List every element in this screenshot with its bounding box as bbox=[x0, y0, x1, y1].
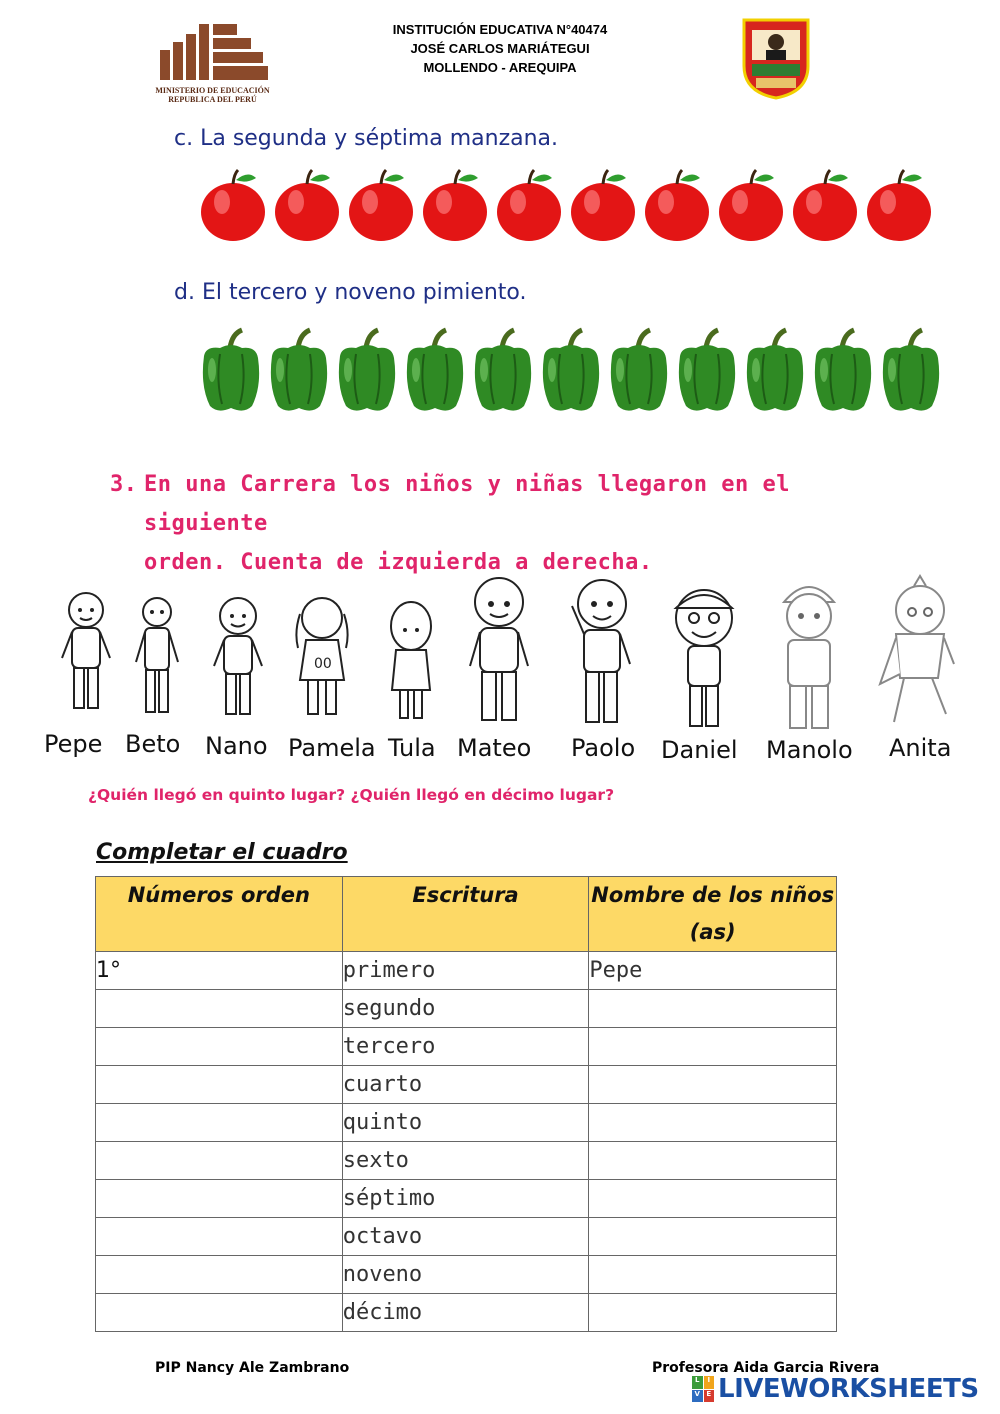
girl-drawing-icon bbox=[288, 592, 356, 722]
boy-waving-drawing-icon bbox=[566, 576, 634, 728]
green-pepper-icon bbox=[198, 326, 264, 416]
green-pepper-icon bbox=[402, 326, 468, 416]
name-cell[interactable] bbox=[589, 1180, 837, 1218]
institution-header bbox=[330, 20, 670, 77]
writing-cell: décimo bbox=[342, 1294, 589, 1332]
svg-text:00: 00 bbox=[314, 656, 332, 672]
table-row bbox=[96, 1028, 837, 1066]
child-drawing-icon bbox=[132, 594, 182, 718]
school-name: JOSÉ CARLOS MARIÁTEGUI bbox=[410, 41, 590, 56]
footer-author: PIP Nancy Ale Zambrano bbox=[155, 1360, 350, 1376]
number-cell[interactable] bbox=[96, 1256, 343, 1294]
child-drawing-icon bbox=[210, 596, 266, 720]
liveworksheets-brand[interactable] bbox=[692, 1374, 979, 1404]
name-cell[interactable]: Pepe bbox=[589, 952, 837, 990]
number-cell[interactable] bbox=[96, 1180, 343, 1218]
question-number: 3. bbox=[110, 472, 138, 497]
header-writing: Escritura bbox=[342, 877, 589, 952]
writing-cell: tercero bbox=[342, 1028, 589, 1066]
boy-drawing-icon bbox=[466, 574, 532, 726]
writing-cell: primero bbox=[342, 952, 589, 990]
green-pepper-icon bbox=[742, 326, 808, 416]
question-3 bbox=[110, 465, 910, 582]
number-cell[interactable] bbox=[96, 1218, 343, 1256]
table-row bbox=[96, 1180, 837, 1218]
apple-icon bbox=[790, 168, 860, 242]
name-cell[interactable] bbox=[589, 1294, 837, 1332]
name-cell[interactable] bbox=[589, 990, 837, 1028]
writing-cell: sexto bbox=[342, 1142, 589, 1180]
girl-drawing-icon bbox=[386, 600, 436, 720]
sub-question: ¿Quién llegó en quinto lugar? ¿Quién llegó en décimo lugar? bbox=[88, 786, 615, 804]
writing-cell: segundo bbox=[342, 990, 589, 1028]
apple-icon bbox=[568, 168, 638, 242]
green-pepper-icon bbox=[470, 326, 536, 416]
child-drawing-icon bbox=[60, 588, 112, 716]
kid-name-8: Daniel bbox=[661, 736, 738, 764]
kid-name-7: Paolo bbox=[571, 734, 636, 762]
table-title: Completar el cuadro bbox=[96, 840, 348, 865]
liveworksheets-icon: L I V E bbox=[692, 1376, 714, 1402]
green-pepper-icon bbox=[810, 326, 876, 416]
boy-helmet-drawing-icon bbox=[770, 572, 848, 732]
question-line2: orden. Cuenta de izquierda a derecha. bbox=[144, 550, 653, 575]
name-cell[interactable] bbox=[589, 1066, 837, 1104]
table-row bbox=[96, 1142, 837, 1180]
table-row bbox=[96, 990, 837, 1028]
pepper-row bbox=[198, 326, 944, 416]
table-row bbox=[96, 1294, 837, 1332]
apple-row bbox=[198, 168, 934, 242]
number-cell[interactable] bbox=[96, 1066, 343, 1104]
kid-name-2: Beto bbox=[125, 730, 181, 758]
writing-cell: octavo bbox=[342, 1218, 589, 1256]
writing-cell: cuarto bbox=[342, 1066, 589, 1104]
number-cell[interactable] bbox=[96, 990, 343, 1028]
minedu-caption-line1: MINISTERIO DE EDUCACIÓN bbox=[155, 86, 270, 95]
green-pepper-icon bbox=[606, 326, 672, 416]
green-pepper-icon bbox=[334, 326, 400, 416]
item-d-label: d. El tercero y noveno pimiento. bbox=[174, 280, 527, 305]
name-cell[interactable] bbox=[589, 1028, 837, 1066]
name-cell[interactable] bbox=[589, 1218, 837, 1256]
writing-cell: quinto bbox=[342, 1104, 589, 1142]
kids-lineup bbox=[0, 570, 1000, 770]
table-row bbox=[96, 1218, 837, 1256]
apple-icon bbox=[272, 168, 342, 242]
kid-name-9: Manolo bbox=[766, 736, 853, 764]
kid-name-1: Pepe bbox=[44, 730, 103, 758]
name-cell[interactable] bbox=[589, 1142, 837, 1180]
item-c-label: c. La segunda y séptima manzana. bbox=[174, 126, 559, 151]
apple-icon bbox=[420, 168, 490, 242]
minedu-caption bbox=[150, 86, 275, 104]
table-row bbox=[96, 952, 837, 990]
apple-icon bbox=[346, 168, 416, 242]
boy-cap-drawing-icon bbox=[664, 582, 744, 732]
number-cell[interactable] bbox=[96, 1028, 343, 1066]
apple-icon bbox=[864, 168, 934, 242]
kid-name-5: Tula bbox=[388, 734, 436, 762]
kid-name-4: Pamela bbox=[288, 734, 376, 762]
header-names: Nombre de los niños (as) bbox=[589, 877, 837, 952]
table-row bbox=[96, 1066, 837, 1104]
institution-name: INSTITUCIÓN EDUCATIVA N°40474 bbox=[392, 22, 608, 37]
number-cell[interactable] bbox=[96, 1294, 343, 1332]
green-pepper-icon bbox=[266, 326, 332, 416]
superhero-girl-drawing-icon bbox=[876, 574, 958, 730]
header-numbers: Números orden bbox=[96, 877, 343, 952]
kid-name-6: Mateo bbox=[457, 734, 532, 762]
number-cell[interactable] bbox=[96, 1104, 343, 1142]
apple-icon bbox=[642, 168, 712, 242]
green-pepper-icon bbox=[538, 326, 604, 416]
number-cell[interactable]: 1° bbox=[96, 952, 343, 990]
table-header-row bbox=[96, 877, 837, 952]
name-cell[interactable] bbox=[589, 1256, 837, 1294]
question-line1: En una Carrera los niños y niñas llegaron en el siguiente bbox=[144, 472, 791, 536]
writing-cell: séptimo bbox=[342, 1180, 589, 1218]
apple-icon bbox=[198, 168, 268, 242]
kid-name-10: Anita bbox=[889, 734, 952, 762]
green-pepper-icon bbox=[878, 326, 944, 416]
table-row bbox=[96, 1256, 837, 1294]
number-cell[interactable] bbox=[96, 1142, 343, 1180]
ordinal-table bbox=[95, 876, 837, 1332]
minedu-caption-line2: REPUBLICA DEL PERÚ bbox=[168, 95, 257, 104]
kid-name-3: Nano bbox=[205, 732, 268, 760]
green-pepper-icon bbox=[674, 326, 740, 416]
brand-text: LIVEWORKSHEETS bbox=[718, 1374, 979, 1404]
footer-teacher: Profesora Aida Garcia Rivera bbox=[652, 1360, 880, 1376]
apple-icon bbox=[716, 168, 786, 242]
name-cell[interactable] bbox=[589, 1104, 837, 1142]
writing-cell: noveno bbox=[342, 1256, 589, 1294]
apple-icon bbox=[494, 168, 564, 242]
table-row bbox=[96, 1104, 837, 1142]
school-location: MOLLENDO - AREQUIPA bbox=[423, 60, 577, 75]
school-shield-icon bbox=[740, 16, 812, 100]
